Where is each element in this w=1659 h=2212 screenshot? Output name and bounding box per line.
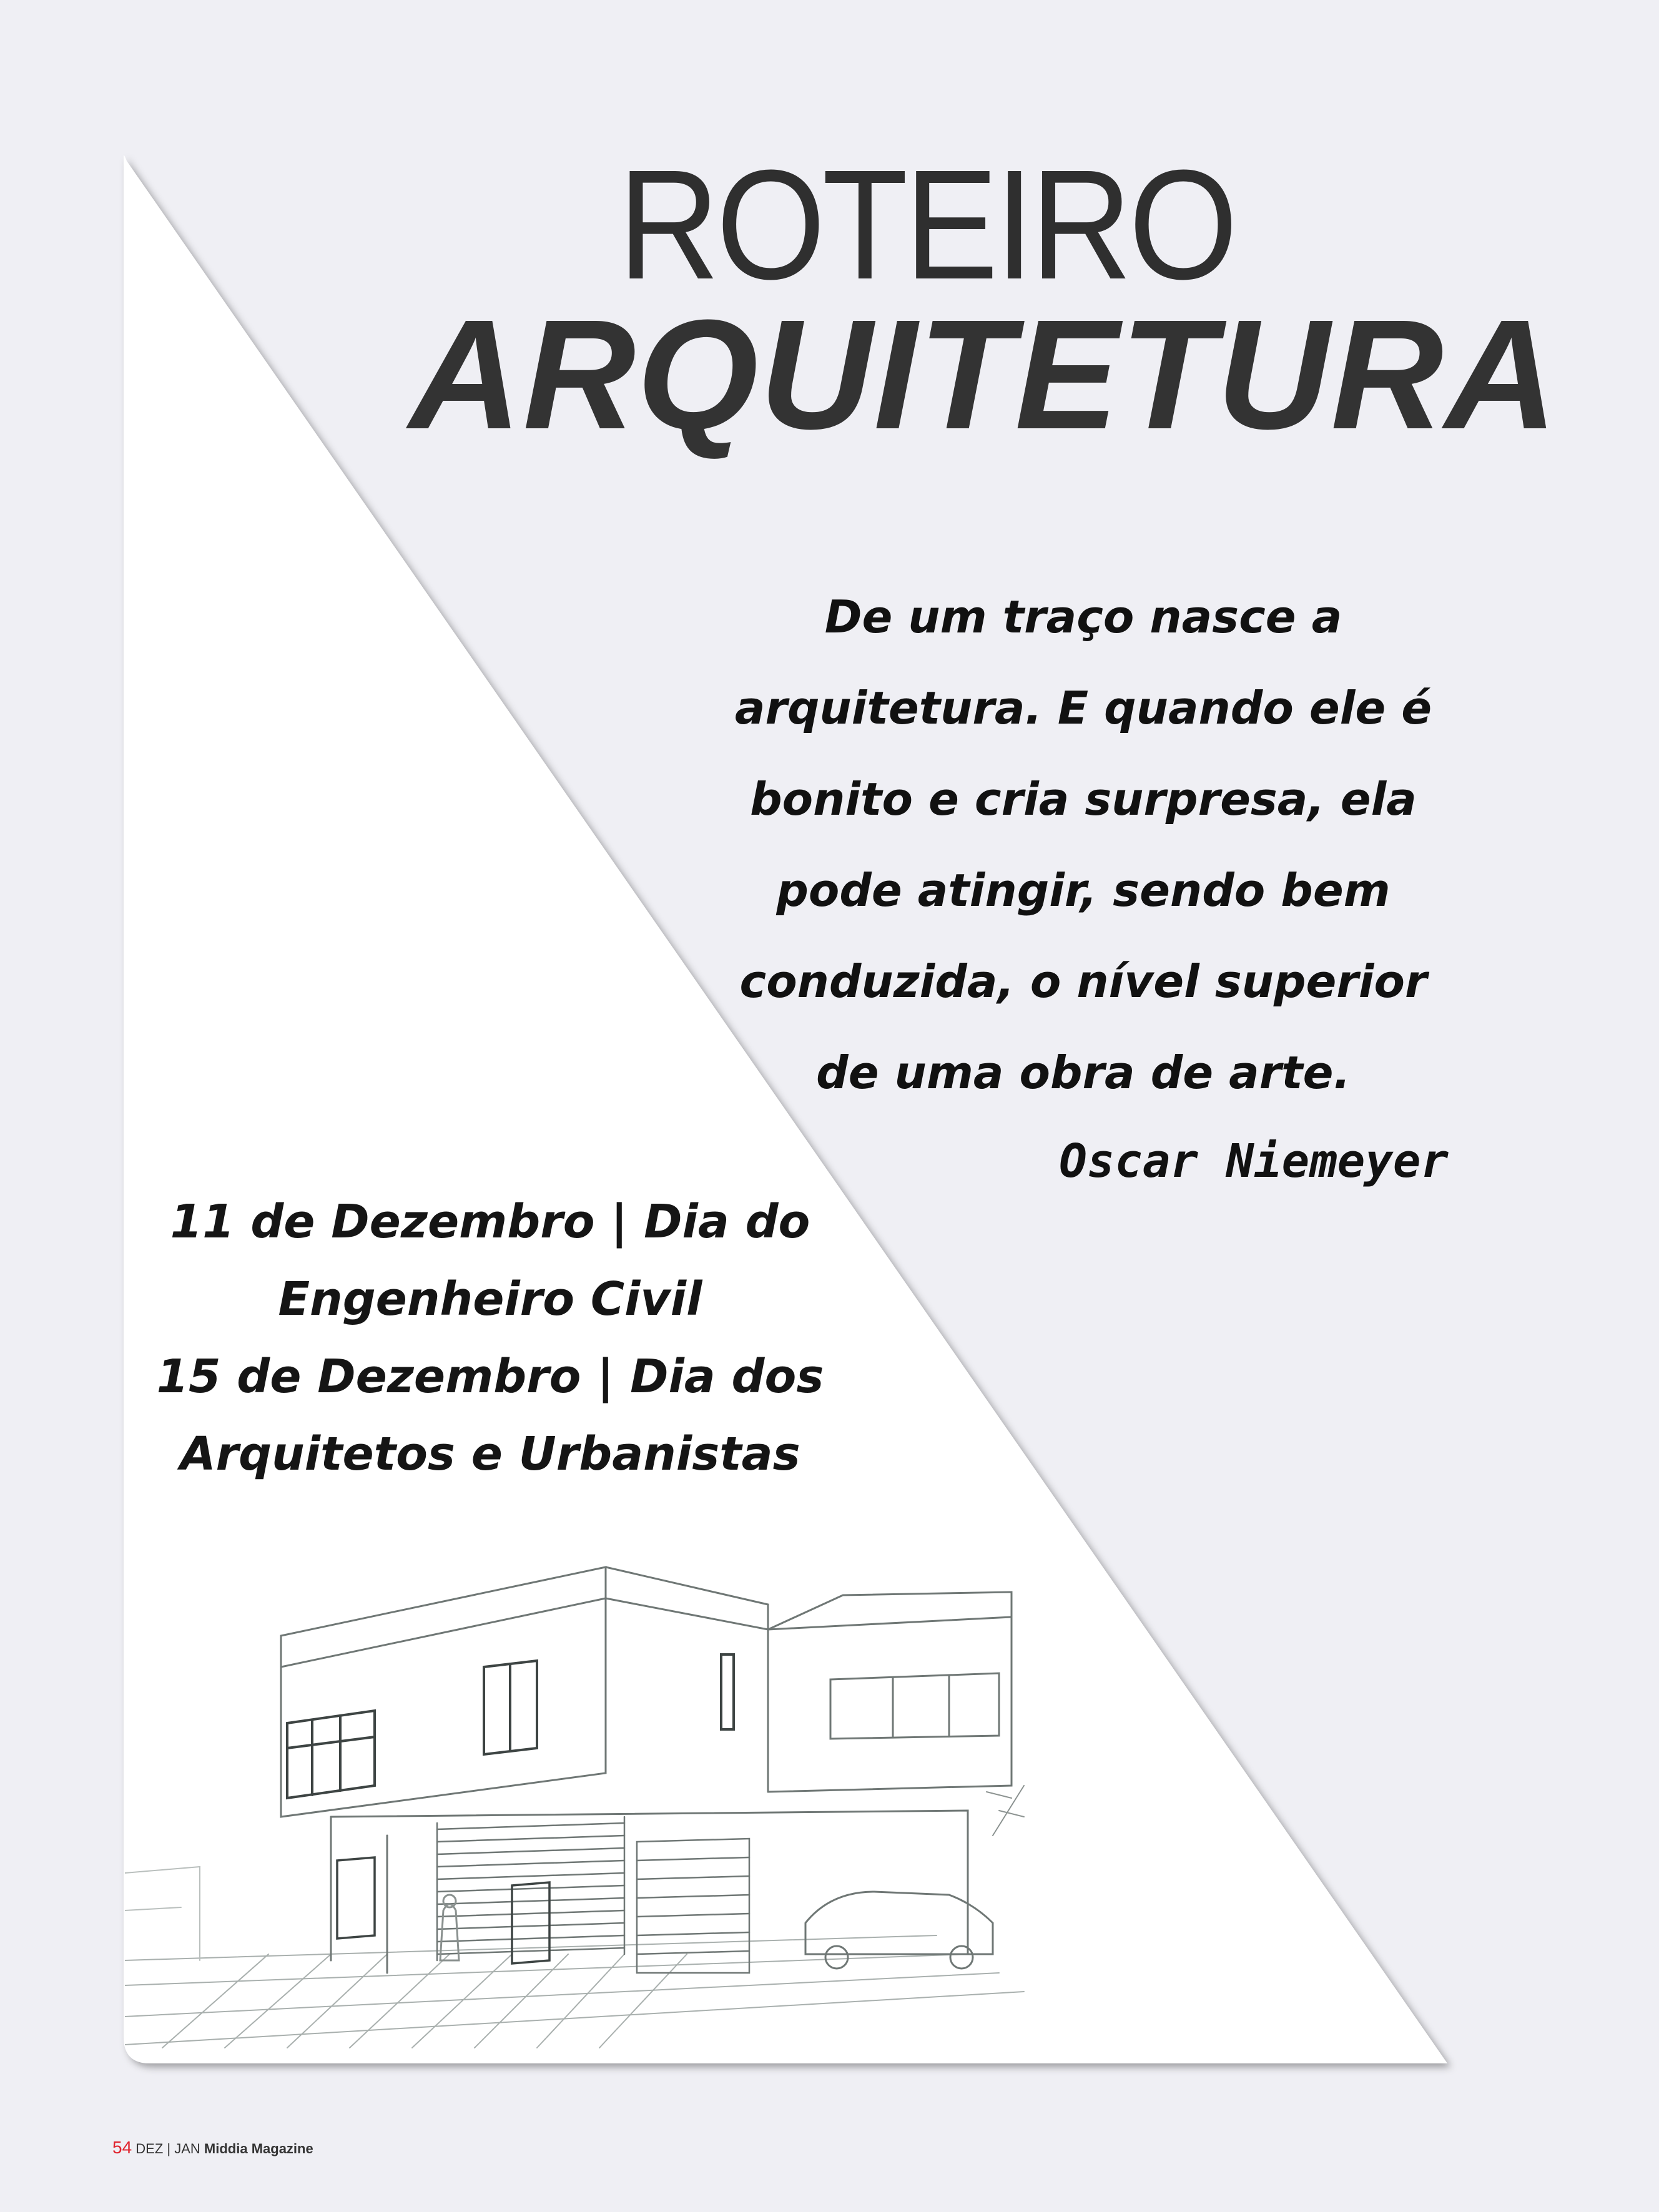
- quote-line: bonito e cria surpresa, ela: [750, 773, 1417, 825]
- title-roteiro: ROTEIRO: [618, 137, 1235, 312]
- page-number: 54: [112, 2138, 132, 2157]
- page-footer: [112, 2138, 313, 2158]
- house-sketch-icon: [125, 1523, 1030, 2054]
- quote-block: [718, 571, 1449, 1118]
- date-line: 11 de Dezembro | Dia do: [170, 1195, 810, 1249]
- dates-block: [156, 1183, 824, 1493]
- magazine-name: Middia Magazine: [204, 2141, 313, 2156]
- title-arquitetura: ARQUITETURA: [409, 287, 1559, 461]
- issue-label: DEZ | JAN: [135, 2141, 200, 2156]
- quote-author: Oscar Niemeyer: [1059, 1134, 1449, 1188]
- date-line: 15 de Dezembro | Dia dos: [156, 1350, 824, 1403]
- quote-line: de uma obra de arte.: [816, 1046, 1351, 1099]
- quote-line: arquitetura. E quando ele é: [734, 682, 1432, 734]
- quote-line: pode atingir, sendo bem: [776, 864, 1391, 917]
- date-line: Engenheiro Civil: [278, 1272, 702, 1326]
- date-line: Arquitetos e Urbanistas: [180, 1427, 800, 1481]
- quote-line: conduzida, o nível superior: [739, 955, 1427, 1008]
- quote-line: De um traço nasce a: [824, 591, 1342, 643]
